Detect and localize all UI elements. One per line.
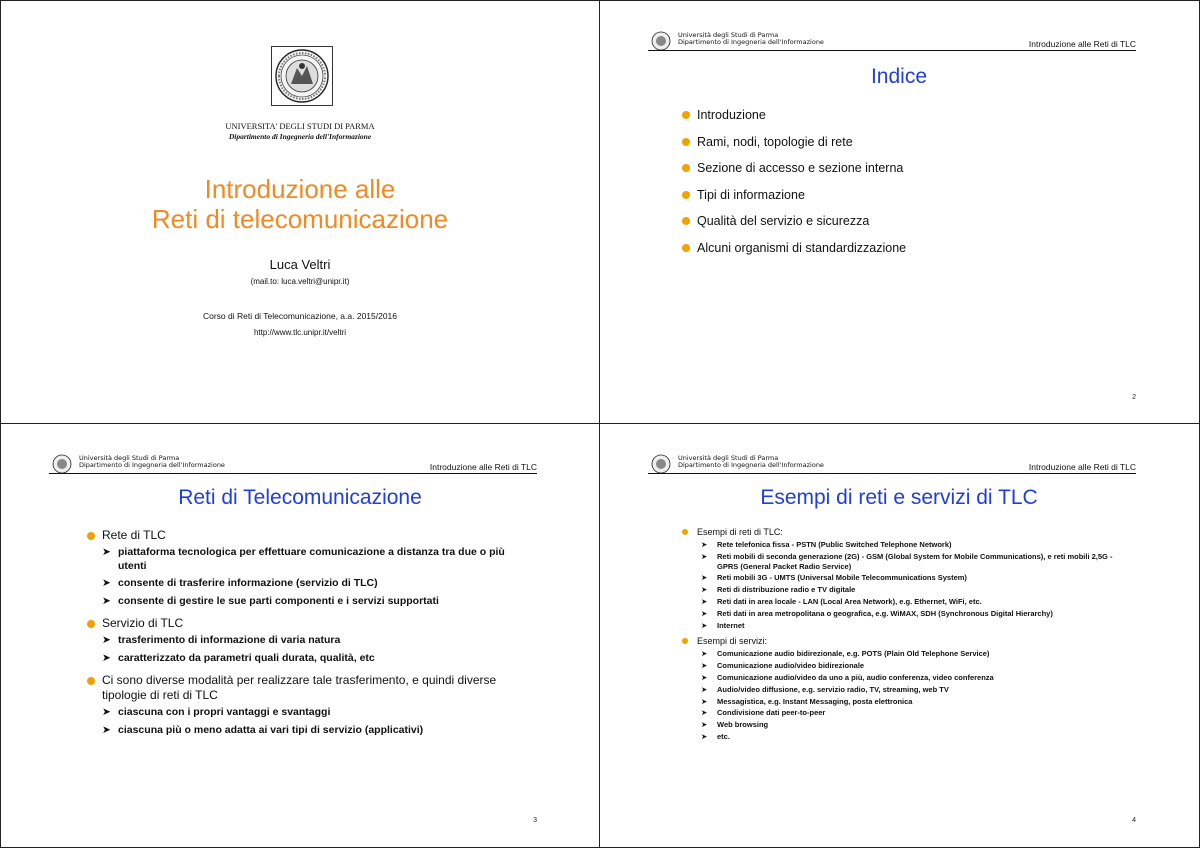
arrow-icon: ➤ [701,708,708,718]
page-number: 2 [1132,394,1136,401]
sub-item: ➤ Comunicazione audio/video bidirezionale [701,661,865,671]
sub-item: ➤ ciascuna più o meno adatta ai vari tipi di servizio (applicativi) [102,723,424,736]
sub-item: ➤ Rete telefonica fissa - PSTN (Public Switched Telephone Network) [701,540,952,549]
sub-item: ➤ consente di trasferire informazione (servizio di TLC) [102,577,378,589]
slide-3-networks [1,424,599,846]
bullet-icon [87,620,95,628]
arrow-icon: ➤ [701,620,708,630]
sub-item: ➤ Reti mobili 3G - UMTS (Universal Mobile Telecommunications System) [701,573,967,583]
course-info: Corso di Reti di Telecomunicazione, a.a. 2015/2016 [202,311,398,321]
department-name: Dipartimento di Ingegneria dell'Informazione [228,132,372,141]
sub-item: ➤ Internet [701,620,745,630]
list-item: Esempi di reti di TLC: ➤ Rete telefonica fissa - PSTN (Public Switched Telephone Network) ➤ Reti mobili di seconda generazione (2G) - GSM (Global System for Mobile Communications), e reti mobili 2,5G - GPRS (General Packet Radio Service) ➤ Reti mobili 3G - UMTS (Universal Mobile Telecommunications System) ➤ Reti di distribuzione radio e TV digitale ➤ Reti dati in area locale - LAN (Local Area Network), e.g. Ethernet, WiFi, etc. ➤ Reti dati in area metropolitana o geografica, e.g. WiMAX, SDH (Synchronous Digital Hierarchy) ➤ Internet [682,527,1122,630]
sub-item: ➤ ciascuna con i propri vantaggi e svantaggi [102,706,331,718]
header-university: Università degli Studi di Parma Dipartimento di Ingegneria dell'Informazione [678,454,824,469]
university-seal-icon [650,31,672,51]
arrow-icon: ➤ [102,651,111,664]
bullet-icon [682,244,690,252]
bullet-icon [682,191,690,199]
list-item: Rete di TLC ➤ piattaforma tecnologica per effettuare comunicazione a distanza tra due o più utenti ➤ consente di trasferire informazione (servizio di TLC) ➤ consente di gestire le sue parti componenti e i servizi supportati [87,528,527,608]
arrow-icon: ➤ [701,649,708,659]
list-item: Sezione di accesso e sezione interna [682,155,906,182]
sub-list [102,546,527,608]
sub-list [102,706,527,737]
sub-item: ➤ Comunicazione audio/video da uno a più, audio conferenza, video conferenza [701,672,994,682]
arrow-icon: ➤ [102,723,111,736]
sub-item: ➤ Reti mobili di seconda generazione (2G) - GSM (Global System for Mobile Communications), e reti mobili 2,5G - GPRS (General Packet Radio Service) [701,551,1113,571]
arrow-icon: ➤ [701,684,708,694]
list-item: Ci sono diverse modalità per realizzare tale trasferimento, e quindi diverse tipologie di reti di TLC ➤ ciascuna con i propri vantaggi e svantaggi ➤ ciascuna più o meno adatta ai vari tipi di servizio (applicativi) [87,673,527,737]
bullet-list [87,528,527,737]
author-name: Luca Veltri [269,257,331,272]
sub-list [697,649,1122,741]
arrow-icon: ➤ [102,594,111,607]
sub-item: ➤ etc. [701,731,730,741]
sub-item: ➤ trasferimento di informazione di varia natura [102,634,341,646]
header-rule [648,50,1136,51]
sub-item: ➤ piattaforma tecnologica per effettuare comunicazione a distanza tra due o più utenti [102,546,505,572]
sub-list [102,634,527,665]
list-item: Esempi di servizi: ➤ Comunicazione audio bidirezionale, e.g. POTS (Plain Old Telephone Service) ➤ Comunicazione audio/video bidirezionale ➤ Comunicazione audio/video da uno a più, audio conferenza, video conferenza ➤ Audio/video diffusione, e.g. servizio radio, TV, streaming, web TV ➤ Messagistica, e.g. Instant Messaging, posta elettronica ➤ Condivisione dati peer-to-peer ➤ Web browsing ➤ etc. [682,636,1122,741]
sub-item: ➤ Comunicazione audio bidirezionale, e.g. POTS (Plain Old Telephone Service) [701,649,990,659]
page-number: 3 [533,817,537,824]
sub-item: ➤ caratterizzato da parametri quali durata, qualità, etc [102,651,375,664]
university-seal-icon [271,46,333,106]
sub-item: ➤ Reti di distribuzione radio e TV digitale [701,585,856,595]
bullet-icon [87,677,95,685]
title-line-2: Reti di telecomunicazione [151,204,449,234]
list-item: Qualità del servizio e sicurezza [682,208,906,235]
slide-title: Reti di Telecomunicazione [178,486,422,509]
header-course-title: Introduzione alle Reti di TLC [429,462,537,472]
arrow-icon: ➤ [701,731,708,741]
arrow-icon: ➤ [701,672,708,682]
header-rule [648,473,1136,474]
slide-4-examples [600,424,1198,846]
list-item: Introduzione [682,102,906,129]
list-item: Tipi di informazione [682,182,906,209]
sub-list [697,540,1122,630]
bullet-icon [682,111,690,119]
slide-2-index [600,1,1198,423]
list-item: Servizio di TLC ➤ trasferimento di informazione di varia natura ➤ caratterizzato da parametri quali durata, qualità, etc [87,616,527,665]
arrow-icon: ➤ [701,585,708,595]
bullet-icon [87,532,95,540]
slide-title: Esempi di reti e servizi di TLC [760,486,1038,509]
slide-1-title [1,1,599,423]
list-item: Alcuni organismi di standardizzazione [682,235,906,262]
page-number: 4 [1132,817,1136,824]
sub-item: ➤ Audio/video diffusione, e.g. servizio radio, TV, streaming, web TV [701,684,949,694]
presentation-title [1,174,599,234]
bullet-icon [682,217,690,225]
bullet-icon [682,529,688,535]
author-email: (mail.to: luca.veltri@unipr.it) [250,277,350,286]
sub-item: ➤ Reti dati in area metropolitana o geografica, e.g. WiMAX, SDH (Synchronous Digital Hierarchy) [701,608,1053,618]
header-university: Università degli Studi di Parma Dipartimento di Ingegneria dell'Informazione [678,31,824,46]
bullet-icon [682,164,690,172]
bullet-list [682,527,1122,742]
arrow-icon: ➤ [102,577,111,589]
header-rule [49,473,537,474]
header-course-title: Introduzione alle Reti di TLC [1028,462,1136,472]
sub-item: ➤ consente di gestire le sue parti componenti e i servizi supportati [102,594,439,607]
arrow-icon: ➤ [701,540,708,549]
sub-item: ➤ Condivisione dati peer-to-peer [701,708,826,718]
university-seal-icon [51,454,73,474]
bullet-icon [682,638,688,644]
arrow-icon: ➤ [701,720,708,730]
sub-item: ➤ Reti dati in area locale - LAN (Local Area Network), e.g. Ethernet, WiFi, etc. [701,596,982,606]
arrow-icon: ➤ [701,696,708,706]
header-university: Università degli Studi di Parma Dipartimento di Ingegneria dell'Informazione [79,454,225,469]
arrow-icon: ➤ [701,596,708,606]
course-url: http://www.tlc.unipr.it/veltri [253,328,347,337]
sub-item: ➤ Messagistica, e.g. Instant Messaging, posta elettronica [701,696,913,706]
title-line-1: Introduzione alle [204,174,396,204]
university-seal-icon [650,454,672,474]
arrow-icon: ➤ [102,546,111,558]
arrow-icon: ➤ [701,573,708,583]
arrow-icon: ➤ [102,634,111,646]
university-name: UNIVERSITA' DEGLI STUDI DI PARMA [225,121,375,131]
sub-item: ➤ Web browsing [701,720,769,730]
arrow-icon: ➤ [102,706,111,718]
index-list [682,102,906,261]
slide-title: Indice [870,65,928,88]
arrow-icon: ➤ [701,551,708,561]
header-course-title: Introduzione alle Reti di TLC [1028,39,1136,49]
arrow-icon: ➤ [701,661,708,671]
arrow-icon: ➤ [701,608,708,618]
bullet-icon [682,138,690,146]
list-item: Rami, nodi, topologie di rete [682,129,906,156]
